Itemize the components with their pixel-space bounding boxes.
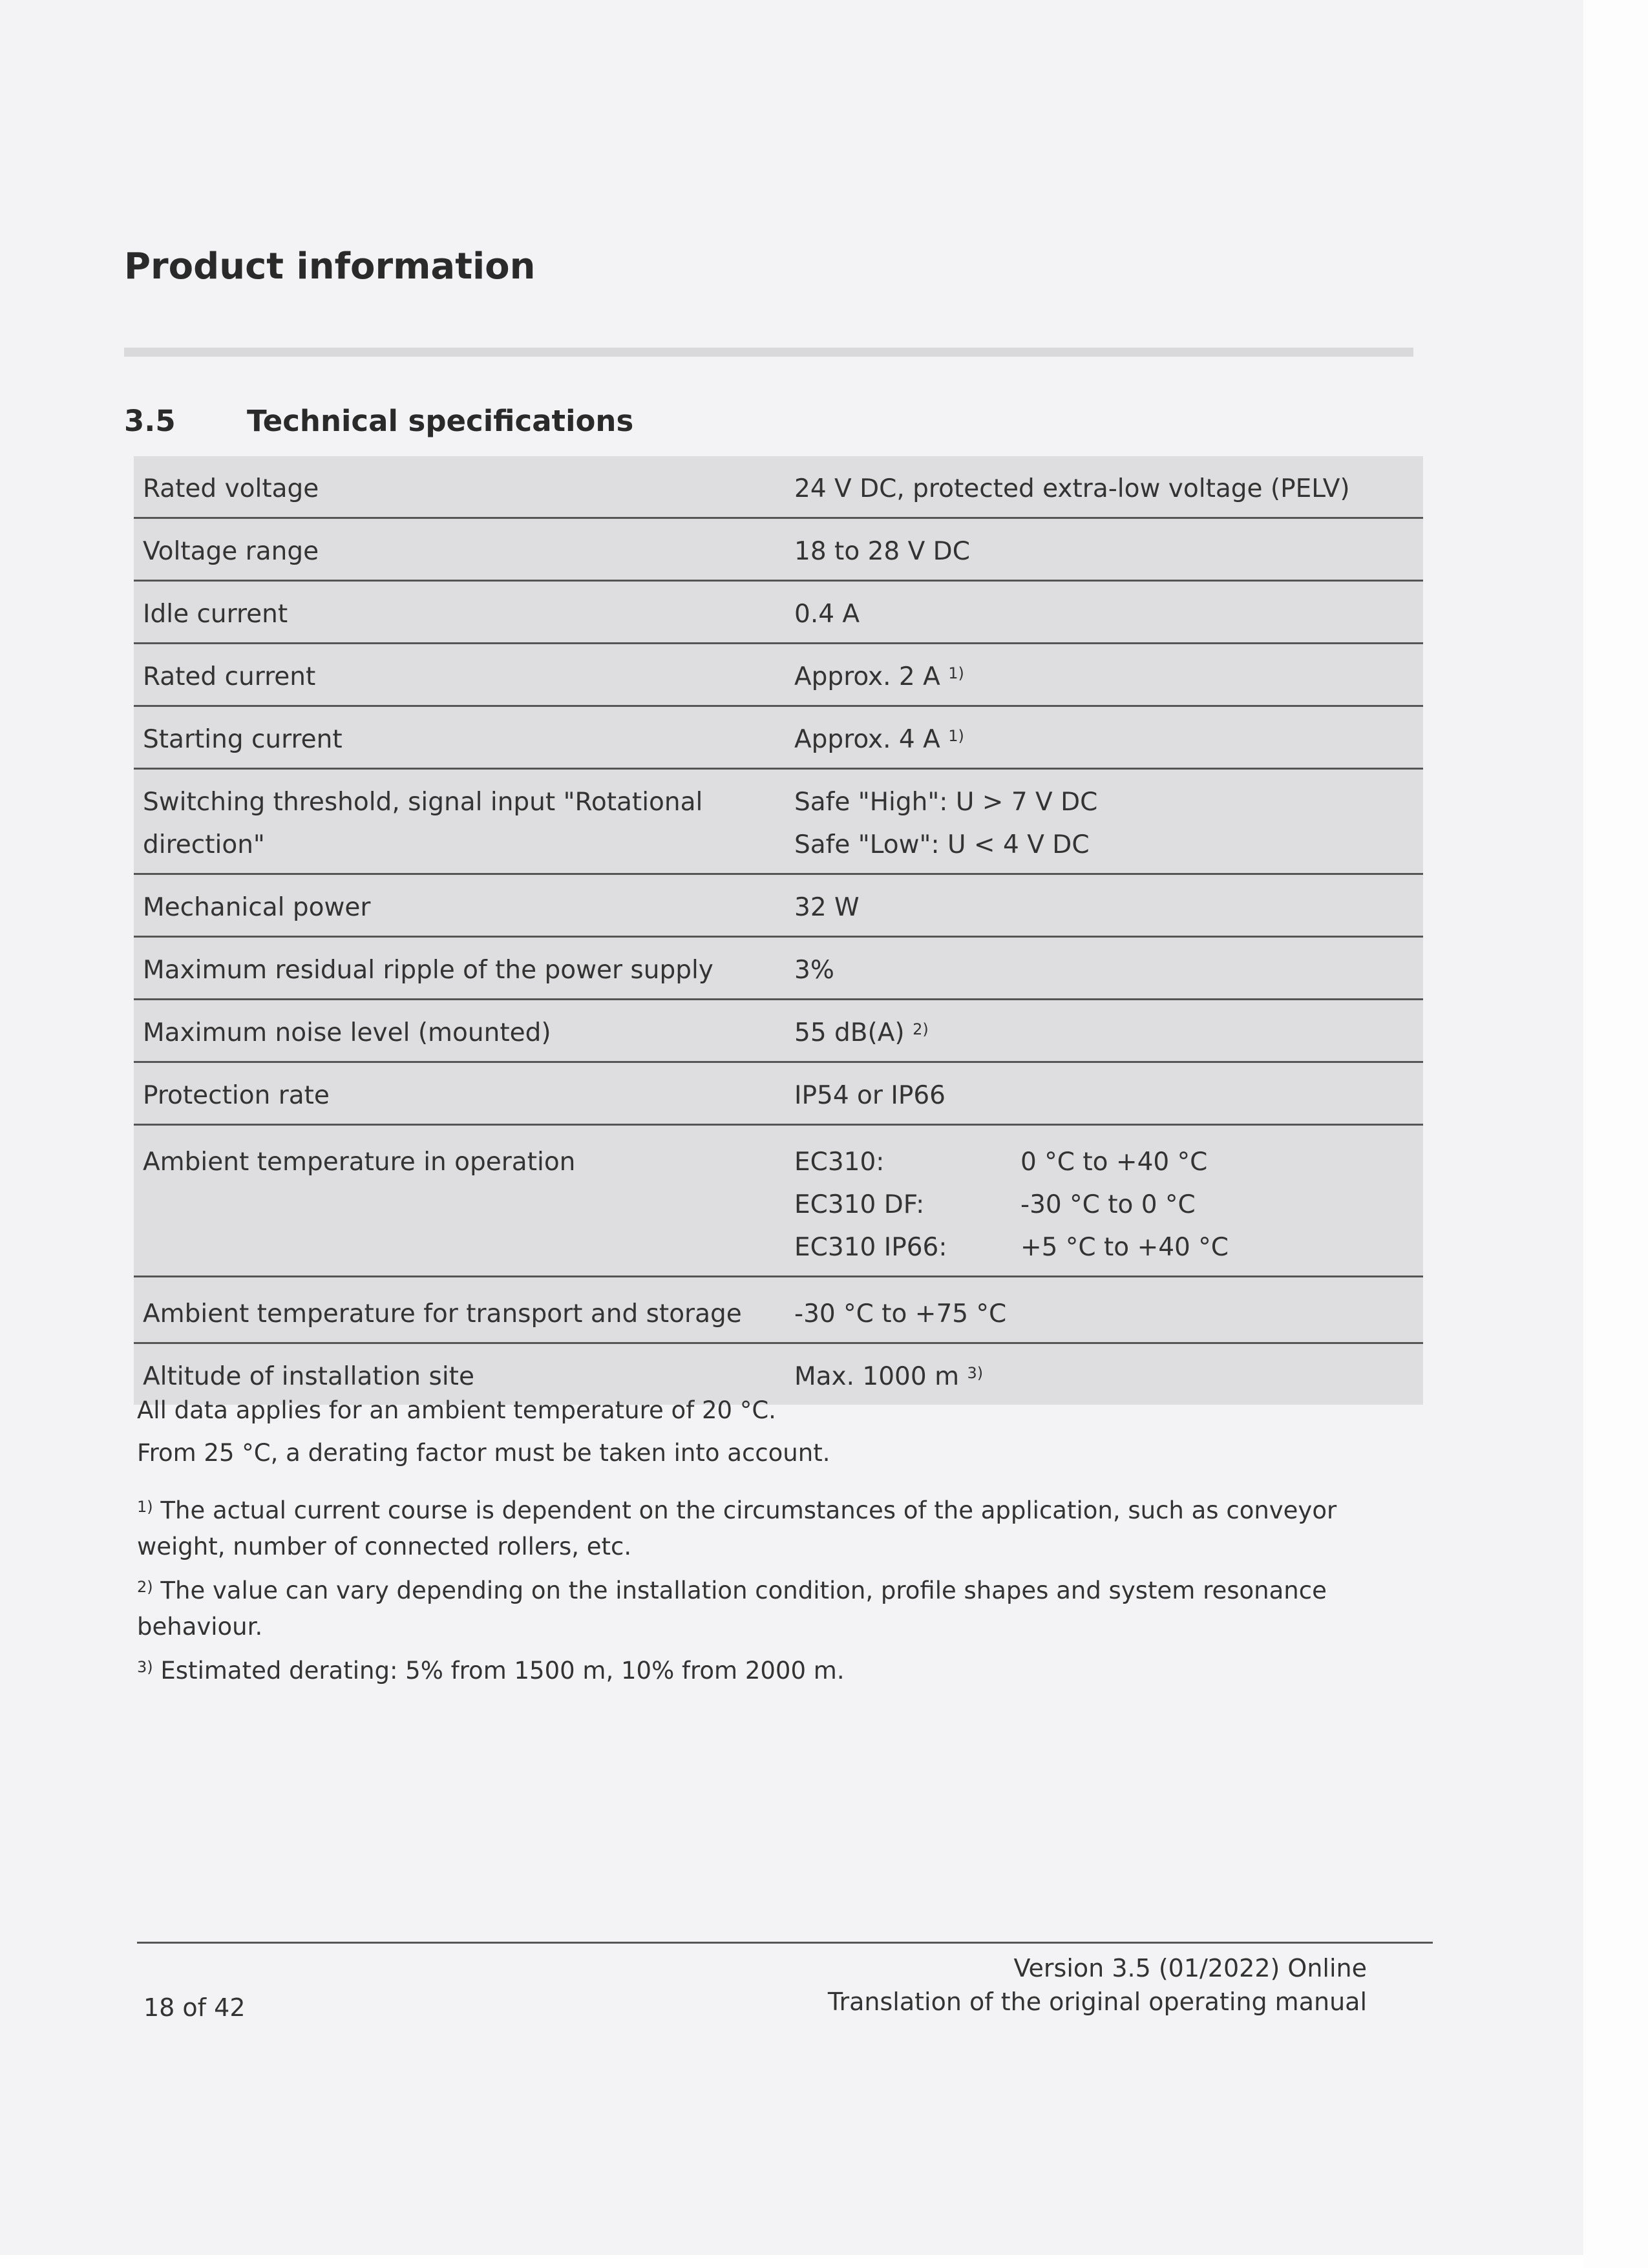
spec-value-text: 55 dB(A) [794, 1018, 905, 1047]
spec-value [785, 581, 1423, 644]
spec-label: Altitude of installation site [143, 1362, 474, 1391]
spec-table [134, 456, 1423, 1405]
spec-label: Protection rate [134, 1062, 785, 1125]
table-row [134, 581, 1423, 644]
note-line: From 25 °C, a derating factor must be taken into account. [137, 1439, 830, 1467]
spec-label: Starting current [134, 706, 785, 769]
spec-value-text: IP54 or IP66 [794, 1081, 945, 1110]
footer-divider [137, 1942, 1433, 1944]
temperature-grid [794, 1141, 1414, 1269]
spec-label: Ambient temperature in operation [134, 1125, 785, 1277]
section-title: Product information [124, 246, 536, 288]
temp-model: EC310 DF: [794, 1190, 925, 1219]
spec-value-line: Safe "High": U > 7 V DC [794, 788, 1098, 817]
temp-model: EC310 IP66: [794, 1233, 947, 1262]
table-row [134, 644, 1423, 706]
footnote-text: The value can vary depending on the installation condition, profile shapes and system resonance behaviour. [137, 1577, 1327, 1641]
spec-value [785, 644, 1423, 706]
temp-range: 0 °C to +40 °C [1020, 1148, 1208, 1177]
footnote [137, 1573, 1430, 1645]
table-row [134, 874, 1423, 937]
spec-value-text: -30 °C to +75 °C [794, 1299, 1007, 1328]
spec-label: Voltage range [134, 518, 785, 581]
table-row [134, 518, 1423, 581]
footnote [137, 1493, 1430, 1565]
spec-value [785, 937, 1423, 1000]
spec-label: Maximum noise level (mounted) [134, 1000, 785, 1062]
table-row [134, 937, 1423, 1000]
temp-range: +5 °C to +40 °C [1020, 1233, 1229, 1262]
notes [137, 1389, 1430, 1475]
table-row [134, 456, 1423, 518]
footnote-ref: 2) [913, 1020, 929, 1038]
subheading-number: 3.5 [124, 404, 176, 438]
spec-value-text: 18 to 28 V DC [794, 537, 970, 566]
spec-value [785, 456, 1423, 518]
spec-value [785, 1125, 1423, 1277]
page-number: 18 of 42 [143, 1993, 246, 2022]
scan-edge [1583, 0, 1648, 2268]
spec-label: Rated voltage [134, 456, 785, 518]
spec-value [785, 1277, 1423, 1343]
subheading [124, 404, 633, 438]
spec-label: Rated current [134, 644, 785, 706]
spec-label: Mechanical power [134, 874, 785, 937]
spec-value [785, 769, 1423, 874]
note-line: All data applies for an ambient temperature of 20 °C. [137, 1396, 776, 1424]
version-text: Version 3.5 (01/2022) Online [1013, 1954, 1367, 1982]
spec-label: Switching threshold, signal input "Rotational direction" [134, 769, 785, 874]
temp-range: -30 °C to 0 °C [1020, 1190, 1196, 1219]
header-divider [124, 348, 1413, 357]
spec-value-text: 24 V DC, protected extra-low voltage (PELV) [794, 474, 1350, 503]
footnote-ref: 1) [948, 727, 964, 745]
translation-text: Translation of the original operating manual [827, 1988, 1367, 2016]
footnote-ref: 3) [967, 1364, 984, 1382]
subheading-title: Technical specifications [247, 404, 634, 438]
footer-info [721, 1951, 1367, 2019]
table-row [134, 1062, 1423, 1125]
spec-value-text: Max. 1000 m [794, 1362, 960, 1391]
spec-value [785, 1000, 1423, 1062]
footnote-marker: 3) [137, 1658, 153, 1676]
table-row [134, 1000, 1423, 1062]
footnote-text: The actual current course is dependent on the circumstances of the application, such as conveyor weight, number of connected rollers, etc. [137, 1496, 1337, 1560]
spec-value-line: Safe "Low": U < 4 V DC [794, 830, 1090, 859]
spec-value-text: 0.4 A [794, 600, 860, 629]
spec-value-text: Approx. 2 A [794, 662, 940, 691]
spec-label: Maximum residual ripple of the power supply [134, 937, 785, 1000]
footnote-marker: 1) [137, 1498, 153, 1516]
table-row [134, 1277, 1423, 1343]
spec-value-text: Approx. 4 A [794, 725, 940, 754]
spec-value [785, 874, 1423, 937]
footnote-ref: 1) [948, 664, 964, 682]
spec-label: Idle current [134, 581, 785, 644]
spec-value-text: 3% [794, 956, 834, 985]
table-row [134, 706, 1423, 769]
spec-value-text: 32 W [794, 893, 860, 922]
spec-value [785, 518, 1423, 581]
spec-value [785, 706, 1423, 769]
footnote [137, 1653, 1430, 1689]
table-row [134, 1125, 1423, 1277]
spec-value [785, 1062, 1423, 1125]
footnote-marker: 2) [137, 1578, 153, 1596]
footnote-text: Estimated derating: 5% from 1500 m, 10% from 2000 m. [160, 1657, 845, 1685]
footnotes [137, 1493, 1430, 1697]
spec-label: Ambient temperature for transport and storage [134, 1277, 785, 1343]
temp-model: EC310: [794, 1148, 885, 1177]
table-row [134, 769, 1423, 874]
